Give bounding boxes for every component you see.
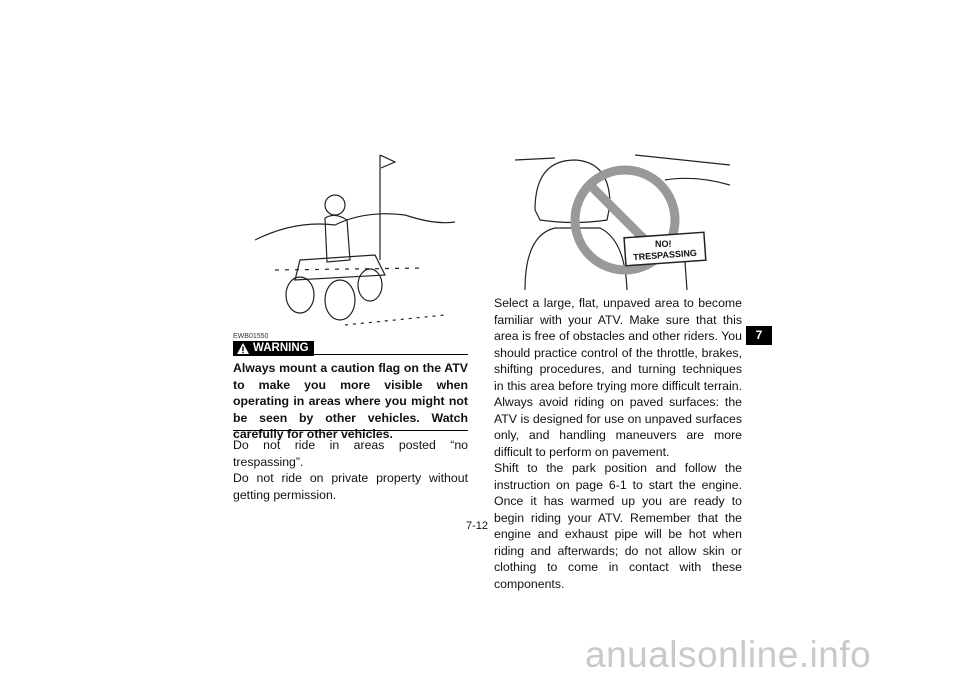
atv-rider-flag-illustration [255, 150, 455, 335]
sign-line2: TRESPASSING [632, 247, 698, 263]
right-body-text [494, 295, 742, 592]
warning-rule [306, 354, 468, 355]
left-body-text [233, 437, 468, 503]
paragraph: Do not ride on private property without getting permission. [233, 471, 468, 502]
warning-triangle-icon [237, 343, 249, 354]
watermark: anualsonline.info [585, 634, 872, 675]
paragraph: Do not ride in areas posted “no trespassing”. [233, 438, 468, 469]
sign-line1: NO! [655, 239, 672, 249]
warning-text: Always mount a caution flag on the ATV to make you more visible when operating in areas where you might not be seen by other vehicles. Watch carefully for other vehicles. [233, 361, 468, 441]
chapter-tab: 7 [746, 326, 772, 345]
warning-label: WARNING [253, 342, 309, 354]
paragraph: Select a large, flat, unpaved area to become familiar with your ATV. Make sure that this area is free of obstacles and other riders. You should practice control of the throttle, brakes, shifting procedures, and turning techniques in this area before trying more difficult terrain. Always avoid riding on paved surfaces: the ATV is designed for use on unpaved surfaces only, and handling maneuvers are more difficult to perform on pavement. [494, 296, 742, 459]
paragraph: Shift to the park position and follow the instruction on page 6-1 to start the engine. Once it has warmed up you are ready to begin riding your ATV. Remember that the engine and exhaust pipe will be hot when riding and afterwards; do not allow skin or clothing to come in contact with these components. [494, 461, 742, 591]
warning-end-rule [233, 430, 468, 431]
warning-badge [233, 341, 314, 356]
warning-header [233, 341, 468, 357]
no-trespassing-illustration [515, 150, 730, 290]
warning-code: EWB01550 [233, 333, 269, 340]
page-number: 7-12 [466, 520, 489, 532]
